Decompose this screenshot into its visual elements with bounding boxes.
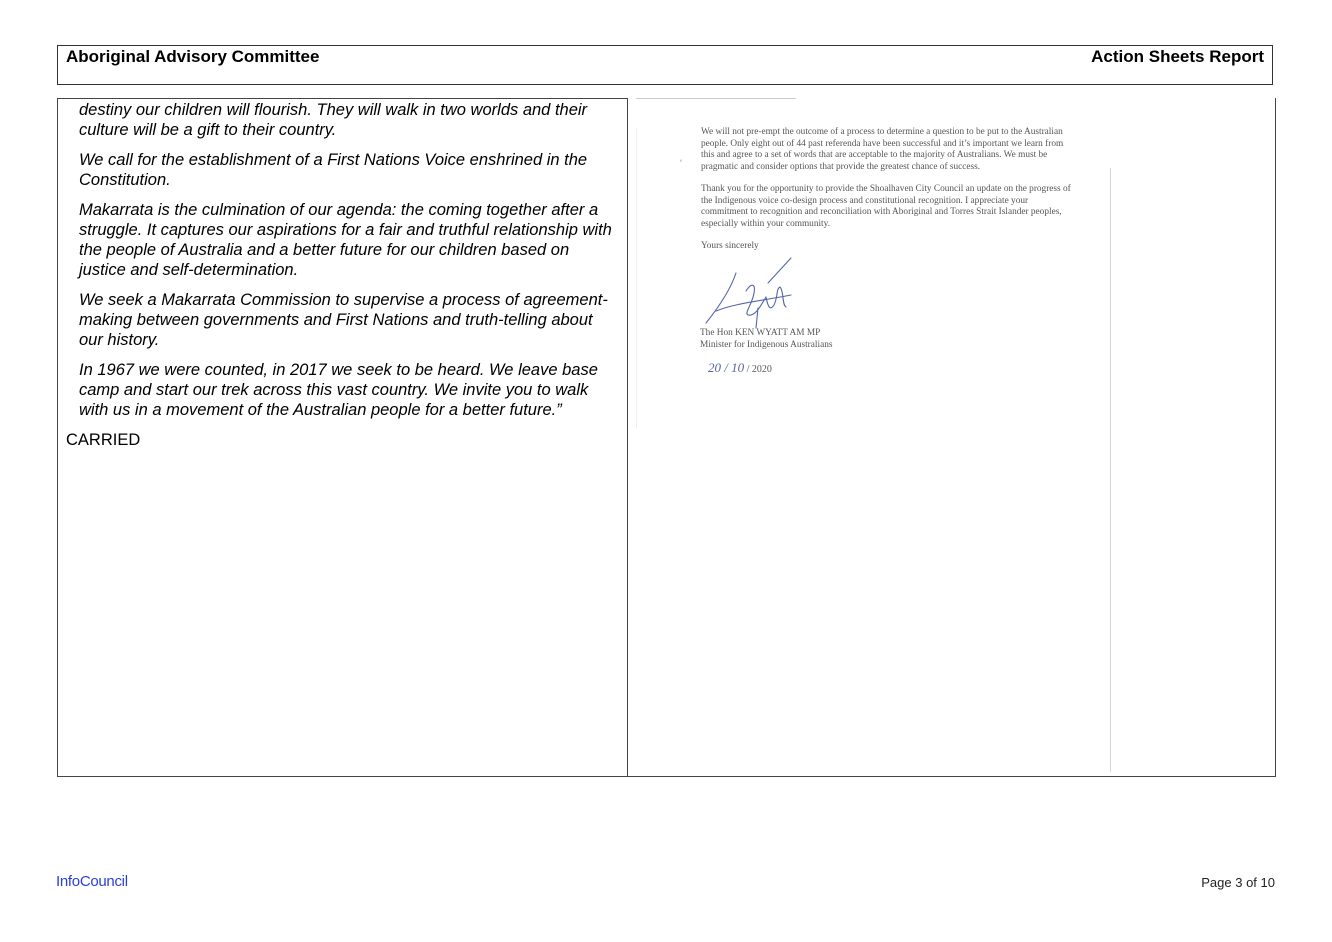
scan-mark: ‘ (680, 158, 682, 168)
letter-closing: Yours sincerely (701, 241, 759, 251)
scan-fold-line (1110, 168, 1111, 772)
signatory-name: The Hon KEN WYATT AM MP (700, 328, 821, 338)
resolution-status: CARRIED (66, 431, 141, 449)
quote-paragraph: We seek a Makarrata Commission to supervise a process of agreement-making between governments and First Nations and truth-telling about our history. (79, 291, 608, 349)
letter-paragraph: We will not pre-empt the outcome of a process to determine a question to be put to the Australian people. Only eight out of 44 past referenda have been successful and it’s important we learn from this and agree to a set of words that are acceptable to the majority of Australians. We must be pragmatic and consider options that provide the greatest chance of success. (701, 127, 1064, 172)
quote-cell (58, 98, 628, 776)
handwritten-date: 20 / 10 (708, 360, 745, 375)
signatory-block (700, 328, 832, 351)
page-number: Page 3 of 10 (1201, 875, 1275, 890)
report-header (57, 45, 1273, 85)
letter-paragraph: Thank you for the opportunity to provide the Shoalhaven City Council an update on the progress of the Indigenous voice co-design process and constitutional recognition. I appreciate your commitment to recognition and reconciliation with Aboriginal and Torres Strait Islander peoples, especially within your community. (701, 184, 1071, 229)
scan-edge (636, 128, 637, 428)
report-title: Action Sheets Report (1091, 47, 1264, 66)
printed-year: / 2020 (746, 364, 772, 375)
letter-date (708, 360, 772, 376)
signature-image (696, 253, 826, 333)
quote-paragraph: We call for the establishment of a First Nations Voice enshrined in the Constitution. (79, 151, 588, 189)
infocouncil-logo: InfoCouncil (56, 873, 128, 890)
committee-title: Aboriginal Advisory Committee (66, 47, 320, 66)
quote-paragraph: In 1967 we were counted, in 2017 we seek to be heard. We leave base camp and start our trek across this vast country. We invite you to walk with us in a movement of the Australian people for a better future.” (79, 361, 598, 419)
quote-paragraph: destiny our children will flourish. They will walk in two worlds and their culture will be a gift to their country. (79, 101, 588, 139)
scan-edge (636, 98, 796, 99)
letter-body (701, 127, 1071, 253)
signatory-title: Minister for Indigenous Australians (700, 339, 833, 350)
scanned-letter-cell (636, 98, 1276, 776)
quote-paragraph: Makarrata is the culmination of our agenda: the coming together after a struggle. It captures our aspirations for a fair and truthful relationship with the people of Australia and a better future for our children based on justice and self-determination. (79, 201, 612, 279)
action-table (57, 98, 1276, 777)
